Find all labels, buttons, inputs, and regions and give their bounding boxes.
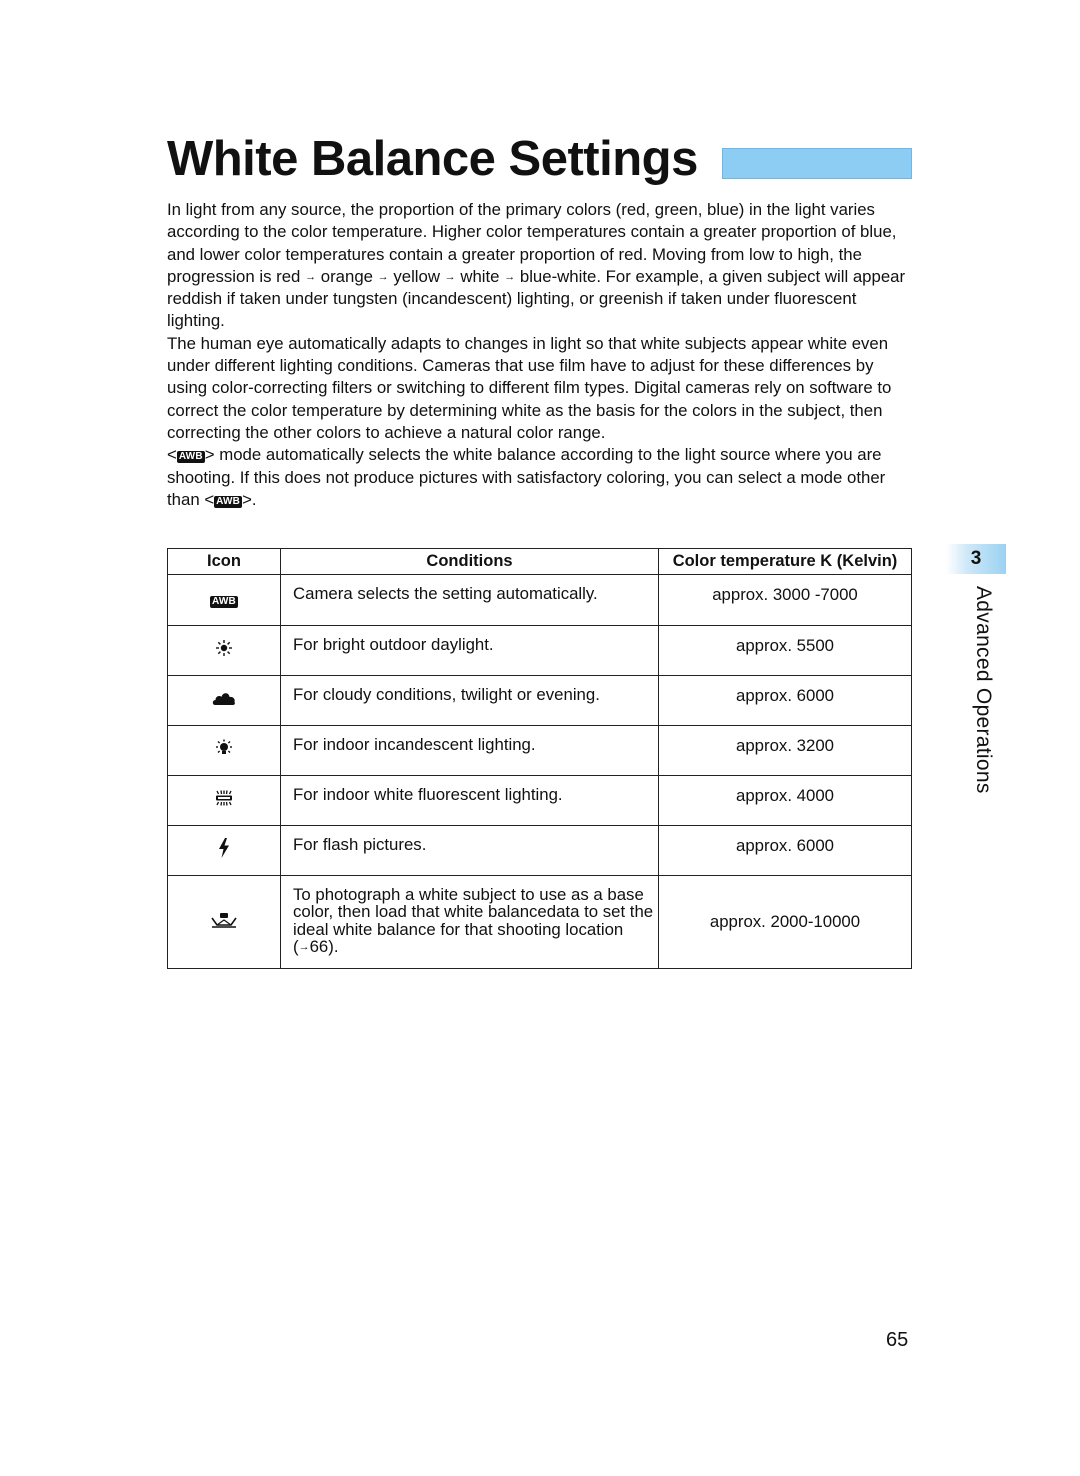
temperature-cell: approx. 3000 -7000 [659, 575, 912, 626]
intro-paragraph-1 [167, 199, 912, 333]
temperature-cell: approx. 6000 [659, 676, 912, 726]
header-conditions: Conditions [281, 549, 659, 575]
page-title: White Balance Settings [167, 132, 698, 186]
temperature-cell: approx. 4000 [659, 776, 912, 826]
fluorescent-icon [214, 790, 234, 806]
condition-text: To photograph a white subject to use as a base color, then load that white balancedata to set the ideal white balance for that shooting location ( [293, 885, 654, 957]
condition-cell: For bright outdoor daylight. [281, 626, 659, 676]
paragraph-3-text: mode automatically selects the white balance according to the light source where you are shooting. If this does not produce pictures with satisfactory coloring, you can select a mode other than [167, 445, 886, 509]
intro-paragraph-3: < AWB > mode automatically selects the white balance according to the light source where you are shooting. If this does not produce pictures with satisfactory coloring, you can select a mode other than < AWB >. [167, 445, 886, 509]
header-icon: Icon [168, 549, 281, 575]
arrow-icon: → [298, 941, 310, 954]
temperature-cell: approx. 5500 [659, 626, 912, 676]
daylight-icon [215, 639, 233, 657]
page-number: 65 [886, 1329, 909, 1351]
table-header-row [168, 549, 912, 575]
awb-icon: AWB [212, 596, 236, 607]
chapter-tab: 3 [946, 544, 1006, 574]
icon-cell [168, 626, 281, 676]
table-row [168, 876, 912, 969]
awb-icon: AWB [178, 451, 203, 463]
condition-cell: For flash pictures. [281, 826, 659, 876]
arrow-icon: → [504, 270, 516, 283]
arrow-icon: → [377, 270, 389, 283]
awb-icon: AWB [216, 495, 241, 507]
paragraph-1-tail: blue-white. For example, a given subject will appear reddish if taken under tungsten (incandescent) lighting, or greenish if taken under fluorescent lighting. [167, 266, 906, 331]
title-accent-bar [722, 148, 912, 179]
white-balance-table [167, 548, 912, 969]
intro-text [167, 199, 912, 511]
table-row [168, 676, 912, 726]
temperature-cell: approx. 6000 [659, 826, 912, 876]
icon-cell [168, 826, 281, 876]
tungsten-icon [215, 739, 233, 757]
paragraph-1-text: In light from any source, the proportion of the primary colors (red, green, blue) in the light varies according to the color temperature. Higher color temperatures contain a greater proportion of blue, and lower color temperatures contain a greater proportion of red. Moving from low to high, the progression is red [167, 200, 897, 286]
temperature-cell: approx. 2000-10000 [659, 876, 912, 969]
color-step-white: white [460, 266, 500, 286]
condition-cell [281, 876, 659, 969]
chapter-label: Advanced Operations [972, 586, 995, 794]
icon-cell [168, 776, 281, 826]
arrow-icon: → [305, 270, 317, 283]
flash-icon [218, 838, 230, 858]
condition-cell: For indoor white fluorescent lighting. [281, 776, 659, 826]
arrow-icon: → [444, 270, 456, 283]
table-row [168, 575, 912, 626]
icon-cell [168, 575, 281, 626]
custom-wb-icon [211, 912, 237, 928]
cloudy-icon [212, 689, 236, 707]
header-color-temperature: Color temperature K (Kelvin) [659, 549, 912, 575]
intro-paragraph-2: The human eye automatically adapts to changes in light so that white subjects appear white even under different lighting conditions. Cameras that use film have to adjust for these differences by using color-correcting filters or switching to different film types. Digital cameras rely on software to correct the color temperature by determining white as the basis for the colors in the subject, then correcting the other colors to achieve a natural color range. [167, 333, 892, 442]
condition-cell: For cloudy conditions, twilight or evening. [281, 676, 659, 726]
temperature-cell: approx. 3200 [659, 726, 912, 776]
color-step-yellow: yellow [393, 266, 440, 286]
condition-cell: Camera selects the setting automatically. [281, 575, 659, 626]
table-row [168, 626, 912, 676]
icon-cell [168, 876, 281, 969]
table-row [168, 776, 912, 826]
table-row [168, 726, 912, 776]
icon-cell [168, 676, 281, 726]
page-reference-link[interactable]: 66). [309, 937, 339, 957]
table-row [168, 826, 912, 876]
condition-cell: For indoor incandescent lighting. [281, 726, 659, 776]
icon-cell [168, 726, 281, 776]
color-step-orange: orange [320, 266, 373, 286]
